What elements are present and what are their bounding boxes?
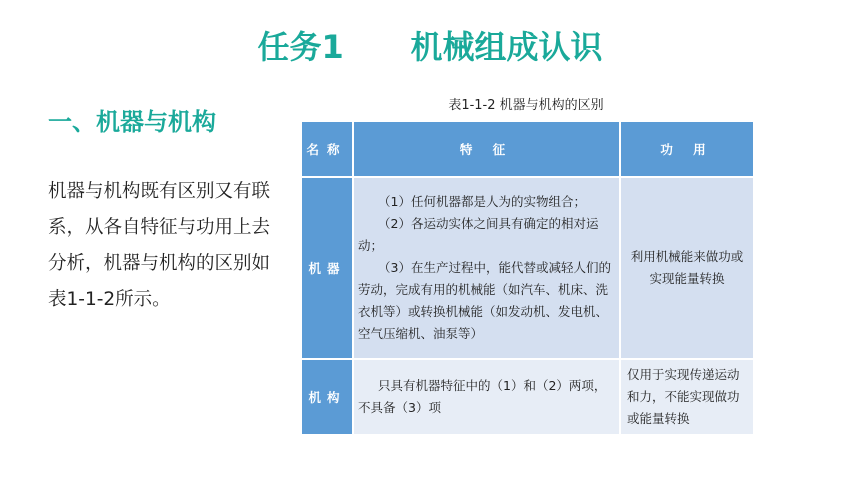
comparison-table [300, 120, 755, 436]
mechanism-function-cell: 仅用于实现传递运动和力，不能实现做功或能量转换 [620, 359, 754, 435]
table-row [301, 359, 754, 435]
body-paragraph: 机器与机构既有区别又有联系，从各自特征与功用上去分析，机器与机构的区别如表1-1-2所示。 [48, 181, 271, 310]
table-caption: 表1-1-2 机器与机构的区别 [448, 98, 604, 113]
feature-item: （1）任何机器都是人为的实物组合； [378, 194, 586, 209]
feature-item: （2）各运动实体之间具有确定的相对运动； [358, 216, 599, 253]
mechanism-features-cell [353, 359, 620, 435]
row-name-mechanism: 机构 [301, 359, 353, 435]
header-features: 特 征 [353, 121, 620, 177]
header-function: 功 用 [620, 121, 754, 177]
feature-item: （3）在生产过程中，能代替或减轻人们的劳动，完成有用的机械能（如汽车、机床、洗衣机等）或转换机械能（如发动机、发电机、空气压缩机、油泵等） [358, 260, 611, 341]
section-heading: 一、机器与机构 [48, 108, 216, 136]
slide-title: 任务1 机械组成认识 [257, 28, 603, 66]
table-header-row [301, 121, 754, 177]
feature-item: 只具有机器特征中的（1）和（2）两项，不具备（3）项 [358, 378, 607, 415]
row-name-machine: 机器 [301, 177, 353, 359]
header-name: 名称 [301, 121, 353, 177]
machine-function-cell: 利用机械能来做功或实现能量转换 [620, 177, 754, 359]
table-row [301, 177, 754, 359]
machine-features-cell [353, 177, 620, 359]
